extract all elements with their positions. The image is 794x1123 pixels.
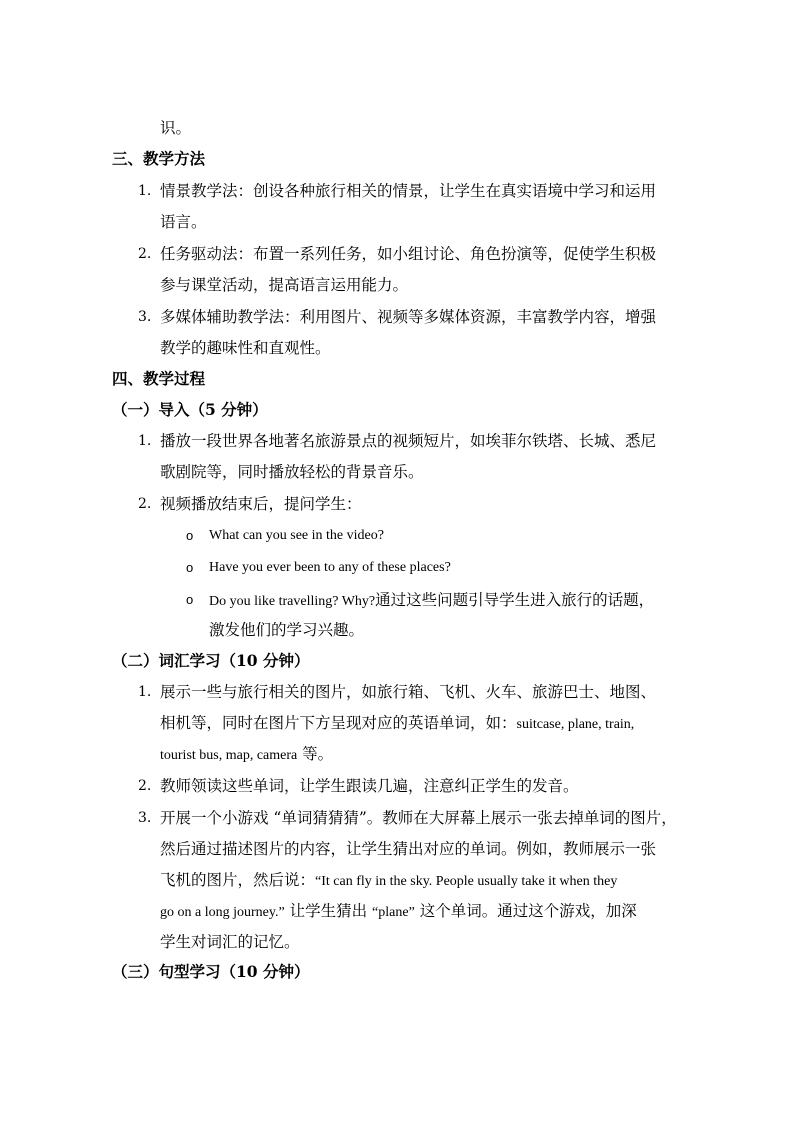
bullet-icon: o bbox=[186, 592, 194, 607]
vocab-1-line-3 bbox=[160, 744, 333, 766]
vocab-2-line-1: 教师领读这些单词，让学生跟读几遍，注意纠正学生的发音。 bbox=[160, 777, 579, 795]
vocab-1-line-2-english: suitcase, plane, train, bbox=[516, 717, 635, 732]
subsection-heading-sentence-patterns: （三）句型学习（10 分钟） bbox=[112, 962, 310, 981]
list-number: 3. bbox=[138, 810, 152, 826]
section-heading-teaching-process: 四、教学过程 bbox=[112, 369, 206, 388]
vocab-1-line-2 bbox=[160, 713, 634, 735]
intro-2-line-1: 视频播放结束后，提问学生： bbox=[160, 495, 362, 513]
question-3-english: Do you like travelling? Why? bbox=[209, 594, 376, 609]
subsection-heading-intro: （一）导入（5 分钟） bbox=[112, 400, 268, 419]
bullet-icon: o bbox=[186, 528, 194, 543]
vocab-3-line-4-english-2: “plane” bbox=[372, 905, 415, 920]
list-number: 1. bbox=[138, 433, 152, 449]
vocab-3-line-1: 开展一个小游戏 “单词猜猜猜”。教师在大屏幕上展示一张去掉单词的图片， bbox=[160, 809, 677, 827]
vocab-3-line-5: 学生对词汇的记忆。 bbox=[160, 933, 300, 951]
vocab-1-line-3-english: tourist bus, map, camera bbox=[160, 748, 298, 763]
question-3-line-1 bbox=[209, 590, 654, 612]
section-heading-teaching-methods: 三、教学方法 bbox=[112, 149, 206, 168]
list-number: 1. bbox=[138, 183, 152, 199]
list-number: 3. bbox=[138, 309, 152, 325]
vocab-3-line-3-chinese: 飞机的图片，然后说： bbox=[160, 871, 316, 889]
list-number: 2. bbox=[138, 778, 152, 794]
subsection-heading-vocabulary: （二）词汇学习（10 分钟） bbox=[112, 651, 310, 670]
vocab-3-line-4-english: go on a long journey.” bbox=[160, 905, 285, 920]
method-3-line-2: 教学的趣味性和直观性。 bbox=[160, 339, 331, 357]
list-number: 2. bbox=[138, 496, 152, 512]
question-2: Have you ever been to any of these places? bbox=[209, 560, 451, 575]
vocab-3-line-3-english: “It can fly in the sky. People usually take it when they bbox=[315, 874, 618, 889]
question-3-chinese: 通过这些问题引导学生进入旅行的话题， bbox=[375, 591, 655, 609]
method-1-line-2: 语言。 bbox=[160, 213, 207, 231]
vocab-1-line-2-chinese: 相机等，同时在图片下方呈现对应的英语单词，如： bbox=[160, 714, 517, 732]
question-3-line-2: 激发他们的学习兴趣。 bbox=[209, 621, 365, 639]
method-2-line-1: 任务驱动法：布置一系列任务，如小组讨论、角色扮演等，促使学生积极 bbox=[160, 245, 657, 263]
vocab-3-line-4-chinese-2: 这个单词。通过这个游戏，加深 bbox=[414, 902, 637, 920]
vocab-1-line-1: 展示一些与旅行相关的图片，如旅行箱、飞机、火车、旅游巴士、地图、 bbox=[160, 683, 657, 701]
continued-text: 识。 bbox=[160, 119, 192, 137]
method-2-line-2: 参与课堂活动，提高语言运用能力。 bbox=[160, 276, 409, 294]
vocab-3-line-4-chinese-1: 让学生猜出 bbox=[284, 902, 373, 920]
bullet-icon: o bbox=[186, 560, 194, 575]
vocab-3-line-2: 然后通过描述图片的内容，让学生猜出对应的单词。例如，教师展示一张 bbox=[160, 840, 657, 858]
list-number: 1. bbox=[138, 684, 152, 700]
method-3-line-1: 多媒体辅助教学法：利用图片、视频等多媒体资源，丰富教学内容，增强 bbox=[160, 308, 657, 326]
intro-1-line-2: 歌剧院等，同时播放轻松的背景音乐。 bbox=[160, 463, 424, 481]
vocab-3-line-4 bbox=[160, 901, 637, 923]
intro-1-line-1: 播放一段世界各地著名旅游景点的视频短片，如埃菲尔铁塔、长城、悉尼 bbox=[160, 432, 657, 450]
list-number: 2. bbox=[138, 246, 152, 262]
question-1: What can you see in the video? bbox=[209, 528, 384, 543]
vocab-3-line-3 bbox=[160, 870, 617, 892]
method-1-line-1: 情景教学法：创设各种旅行相关的情景，让学生在真实语境中学习和运用 bbox=[160, 182, 657, 200]
vocab-1-line-3-chinese: 等。 bbox=[297, 745, 334, 763]
